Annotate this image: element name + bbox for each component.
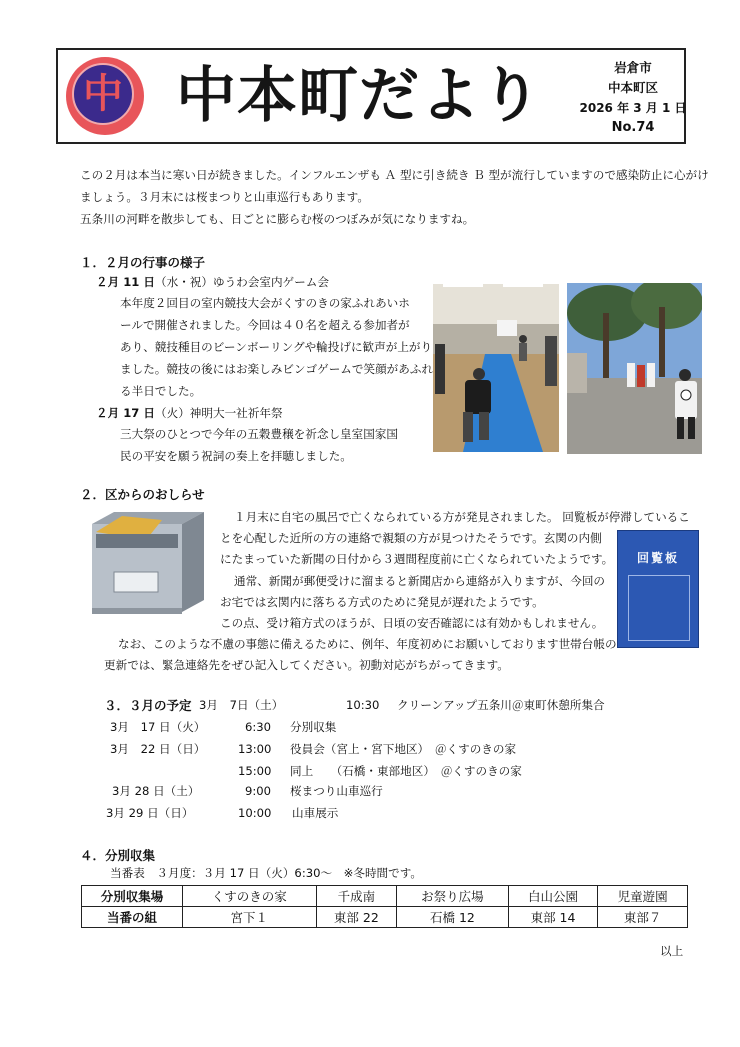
event1-line: ールで開催されました。今回は４０名を超える参加者が [120, 318, 410, 332]
notice-line: とを心配した近所の方の連絡で親類の方が見つけたそうです。玄関の内側 [220, 531, 602, 545]
board-inner-panel [628, 575, 690, 641]
event2-header [96, 403, 283, 424]
issue-number: No.74 [611, 120, 655, 135]
table-cell: お祭り広場 [397, 886, 509, 907]
shrine-ceremony-photo [567, 283, 702, 454]
logo-character: 中 [83, 71, 123, 117]
table-cell: 白山公園 [508, 886, 598, 907]
intro-line-3: 五条川の河畔を散歩しても、日ごとに膨らむ桜のつぼみが気になりますね。 [80, 212, 475, 226]
table-cell: 児童遊園 [598, 886, 688, 907]
schedule-desc: 同上 （石橋・東部地区） ＠くすのきの家 [290, 764, 522, 778]
table-cell: 東部 22 [316, 907, 397, 928]
event2-line: 三大祭のひとつで今年の五穀豊穣を祈念し皇室国家国 [120, 427, 399, 441]
circular-board-image [617, 530, 699, 648]
schedule-desc: 山車展示 [292, 806, 339, 820]
schedule-desc: 分別収集 [290, 720, 337, 734]
newsletter-title: 中本町だより [176, 61, 542, 131]
event1-header [96, 272, 329, 293]
schedule-date: 3月 22 日（日） [110, 742, 206, 756]
table-cell: くすのきの家 [183, 886, 317, 907]
rota-note: 当番表 ３月度：３月 17 日（火）6:30～ ※冬時間です。 [110, 866, 423, 880]
table-row-header: 当番の組 [82, 907, 183, 928]
notice-line: 更新では、緊急連絡先をぜひ記入してください。初動対応がちがってきます。 [104, 658, 509, 672]
notice-line: 通常、新聞が郵便受けに溜まると新聞店から連絡が入りますが、今回の [234, 574, 606, 588]
closing-text: 以上 [660, 944, 684, 958]
table-cell: 石橋 12 [397, 907, 509, 928]
issue-date: 2026 年 3 月 1 日 [579, 101, 687, 115]
town-logo [66, 57, 144, 135]
schedule-desc: クリーンアップ五条川＠東町休憩所集合 [397, 698, 605, 712]
schedule-time: 9:00 [245, 784, 272, 798]
table-cell: 宮下１ [183, 907, 317, 928]
table-cell: 東部７ [598, 907, 688, 928]
logo-inner-circle [72, 63, 134, 125]
schedule-time: 6:30 [245, 720, 272, 734]
intro-line-2: ましょう。３月末には桜まつりと山車巡行もあります。 [80, 190, 369, 204]
event1-line: る半日でした。 [120, 384, 202, 398]
table-row [82, 886, 688, 907]
schedule-date: 3月 7日（土） [199, 698, 284, 712]
table-cell: 千成南 [316, 886, 397, 907]
notice-line: お宅では玄関内に落ちる方式のために発見が遅れたようです。 [220, 595, 544, 609]
schedule-time: 10:30 [346, 698, 380, 712]
schedule-date: 3月 29 日（日） [106, 806, 194, 820]
event1-date: ２月 11 日 [96, 275, 155, 289]
schedule-desc: 桜まつり山車巡行 [290, 784, 383, 798]
schedule-time: 15:00 [238, 764, 272, 778]
event1-line: 本年度２回目の室内競技大会がくすのきの家ふれあいホ [120, 296, 410, 310]
notice-line: にたまっていた新聞の日付から３週間程度前に亡くなられていたようです。 [220, 552, 614, 566]
mailbox-illustration [86, 510, 208, 616]
schedule-desc: 役員会（宮上・宮下地区） ＠くすのきの家 [290, 742, 517, 756]
notice-line: １月末に自宅の風呂で亡くなられている方が発見されました。 回覧板が停滞しているこ [234, 510, 690, 524]
schedule-time: 13:00 [238, 742, 272, 756]
section4-heading: ４．分別収集 [80, 848, 156, 863]
event2-line: 民の平安を願う祝詞の奏上を拝聴しました。 [120, 449, 352, 463]
schedule-date: 3月 17 日（火） [110, 720, 206, 734]
notice-line: なお、このような不慮の事態に備えるために、例年、年度初めにお願いしております世帯台帳の [118, 637, 617, 651]
event2-date: ２月 17 日 [96, 406, 155, 420]
schedule-time: 10:00 [238, 806, 272, 820]
section2-heading: ２．区からのおしらせ [80, 487, 205, 502]
table-row-header: 分別収集場 [82, 886, 183, 907]
schedule-date: 3月 28 日（土） [112, 784, 200, 798]
table-row [82, 907, 688, 928]
event1-line: あり、競技種目のビーンボーリングや輪投げに歓声が上がり [120, 340, 433, 354]
event1-title: （水・祝）ゆうわ会室内ゲーム会 [155, 275, 329, 289]
city-name: 岩倉市 [614, 60, 652, 75]
indoor-game-photo [433, 284, 559, 452]
table-cell: 東部 14 [508, 907, 598, 928]
circular-board-label: 回覧板 [636, 551, 679, 565]
section1-heading: １．２月の行事の様子 [80, 255, 206, 270]
event2-title: （火）神明大一社祈年祭 [155, 406, 283, 420]
event1-line: ました。競技の後にはお楽しみビンゴゲームで笑顔があふれ [120, 362, 434, 376]
collection-rota-table [81, 885, 688, 928]
district-name: 中本町区 [607, 80, 658, 95]
notice-line: この点、受け箱方式のほうが、日頃の安否確認には有効かもしれません。 [220, 616, 604, 630]
intro-line-1: この２月は本当に寒い日が続きました。インフルエンザも Ａ 型に引き続き Ｂ 型が流行していますので感染防止に心がけ [80, 168, 709, 182]
section3-heading: ３．３月の予定 [104, 698, 192, 713]
